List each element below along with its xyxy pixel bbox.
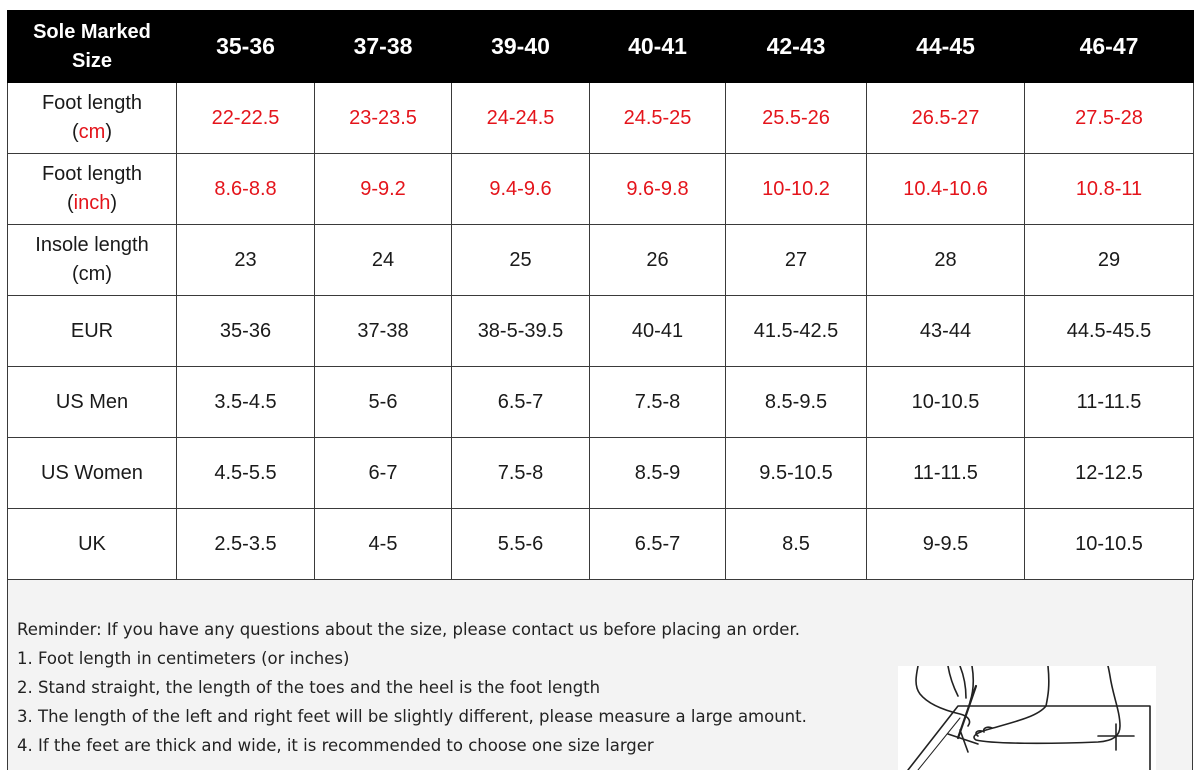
table-cell: 24 bbox=[315, 225, 452, 296]
table-cell: 10.8-11 bbox=[1025, 154, 1194, 225]
reminder-line: 3. The length of the left and right feet will be slightly different, please measure a large amount. bbox=[17, 707, 807, 726]
table-cell: 23-23.5 bbox=[315, 83, 452, 154]
table-cell: 6.5-7 bbox=[452, 367, 590, 438]
reminder-line: 2. Stand straight, the length of the toes and the heel is the foot length bbox=[17, 678, 601, 697]
table-cell: 10.4-10.6 bbox=[867, 154, 1025, 225]
table-cell: 27 bbox=[726, 225, 867, 296]
row-label-text: US Men bbox=[55, 390, 129, 413]
row-label: Foot length (cm) bbox=[8, 83, 177, 154]
table-cell: 8.5 bbox=[726, 509, 867, 580]
header-label-line2: Size bbox=[71, 49, 113, 72]
table-cell: 6.5-7 bbox=[590, 509, 726, 580]
table-cell: 11-11.5 bbox=[1025, 367, 1194, 438]
reminder-text bbox=[17, 615, 807, 760]
size-header: 35-36 bbox=[177, 11, 315, 83]
table-cell: 24.5-25 bbox=[590, 83, 726, 154]
table-cell: 9-9.5 bbox=[867, 509, 1025, 580]
table-cell: 8.5-9.5 bbox=[726, 367, 867, 438]
table-cell: 41.5-42.5 bbox=[726, 296, 867, 367]
reminder-line: 1. Foot length in centimeters (or inches) bbox=[17, 649, 350, 668]
table-cell: 6-7 bbox=[315, 438, 452, 509]
table-cell: 37-38 bbox=[315, 296, 452, 367]
table-cell: 12-12.5 bbox=[1025, 438, 1194, 509]
row-label bbox=[8, 438, 177, 509]
table-row bbox=[8, 154, 1194, 225]
foot-measuring-illustration bbox=[898, 666, 1156, 770]
row-label bbox=[8, 509, 177, 580]
table-cell: 24-24.5 bbox=[452, 83, 590, 154]
table-cell: 4.5-5.5 bbox=[177, 438, 315, 509]
table-cell: 5-6 bbox=[315, 367, 452, 438]
table-row bbox=[8, 367, 1194, 438]
table-cell: 7.5-8 bbox=[452, 438, 590, 509]
table-cell: 25 bbox=[452, 225, 590, 296]
table-cell: 9.4-9.6 bbox=[452, 154, 590, 225]
row-label-text: UK bbox=[78, 532, 106, 555]
table-cell: 8.5-9 bbox=[590, 438, 726, 509]
size-header: 37-38 bbox=[315, 11, 452, 83]
table-cell: 26 bbox=[590, 225, 726, 296]
reminder-line: Reminder: If you have any questions about the size, please contact us before placing an order. bbox=[17, 620, 800, 639]
table-cell: 10-10.5 bbox=[1025, 509, 1194, 580]
table-row bbox=[8, 225, 1194, 296]
size-header: 42-43 bbox=[726, 11, 867, 83]
table-cell: 29 bbox=[1025, 225, 1194, 296]
table-cell: 25.5-26 bbox=[726, 83, 867, 154]
table-row bbox=[8, 83, 1194, 154]
row-label bbox=[8, 296, 177, 367]
row-label-unit: inch bbox=[73, 192, 111, 214]
table-cell: 38-5-39.5 bbox=[452, 296, 590, 367]
table-cell: 5.5-6 bbox=[452, 509, 590, 580]
table-cell: 22-22.5 bbox=[177, 83, 315, 154]
table-cell: 8.6-8.8 bbox=[177, 154, 315, 225]
header-label bbox=[8, 11, 177, 83]
row-label-text: EUR bbox=[70, 319, 114, 342]
size-header: 40-41 bbox=[590, 11, 726, 83]
reminder-line: 4. If the feet are thick and wide, it is recommended to choose one size larger bbox=[17, 736, 654, 755]
row-label-text: Insole length bbox=[35, 234, 149, 256]
table-cell: 28 bbox=[867, 225, 1025, 296]
table-cell: 9.5-10.5 bbox=[726, 438, 867, 509]
row-label-text: Foot length bbox=[41, 92, 143, 114]
table-cell: 11-11.5 bbox=[867, 438, 1025, 509]
row-label: Foot length (inch) bbox=[8, 154, 177, 225]
table-cell: 27.5-28 bbox=[1025, 83, 1194, 154]
size-header: 46-47 bbox=[1025, 11, 1194, 83]
row-label-text: US Women bbox=[41, 461, 143, 484]
table-cell: 10-10.2 bbox=[726, 154, 867, 225]
table-cell: 10-10.5 bbox=[867, 367, 1025, 438]
header-row bbox=[8, 11, 1194, 83]
table-cell: 43-44 bbox=[867, 296, 1025, 367]
table-cell: 2.5-3.5 bbox=[177, 509, 315, 580]
row-label-unit: cm bbox=[78, 121, 106, 143]
row-label-text: Foot length bbox=[41, 163, 143, 185]
table-row bbox=[8, 509, 1194, 580]
row-label: Insole length (cm) bbox=[8, 225, 177, 296]
table-row bbox=[8, 438, 1194, 509]
table-cell: 35-36 bbox=[177, 296, 315, 367]
table-cell: 4-5 bbox=[315, 509, 452, 580]
table-cell: 40-41 bbox=[590, 296, 726, 367]
table-cell: 7.5-8 bbox=[590, 367, 726, 438]
row-label bbox=[8, 367, 177, 438]
table-row bbox=[8, 296, 1194, 367]
table-cell: 44.5-45.5 bbox=[1025, 296, 1194, 367]
table-cell: 9.6-9.8 bbox=[590, 154, 726, 225]
table-cell: 26.5-27 bbox=[867, 83, 1025, 154]
table-cell: 3.5-4.5 bbox=[177, 367, 315, 438]
size-header: 39-40 bbox=[452, 11, 590, 83]
size-chart-table bbox=[7, 10, 1194, 580]
size-header: 44-45 bbox=[867, 11, 1025, 83]
table-cell: 23 bbox=[177, 225, 315, 296]
reminder-panel bbox=[7, 580, 1193, 770]
foot-measuring-icon bbox=[898, 666, 1156, 770]
row-label-unit: cm bbox=[78, 263, 106, 285]
table-cell: 9-9.2 bbox=[315, 154, 452, 225]
header-label-line1: Sole Marked bbox=[33, 20, 151, 43]
